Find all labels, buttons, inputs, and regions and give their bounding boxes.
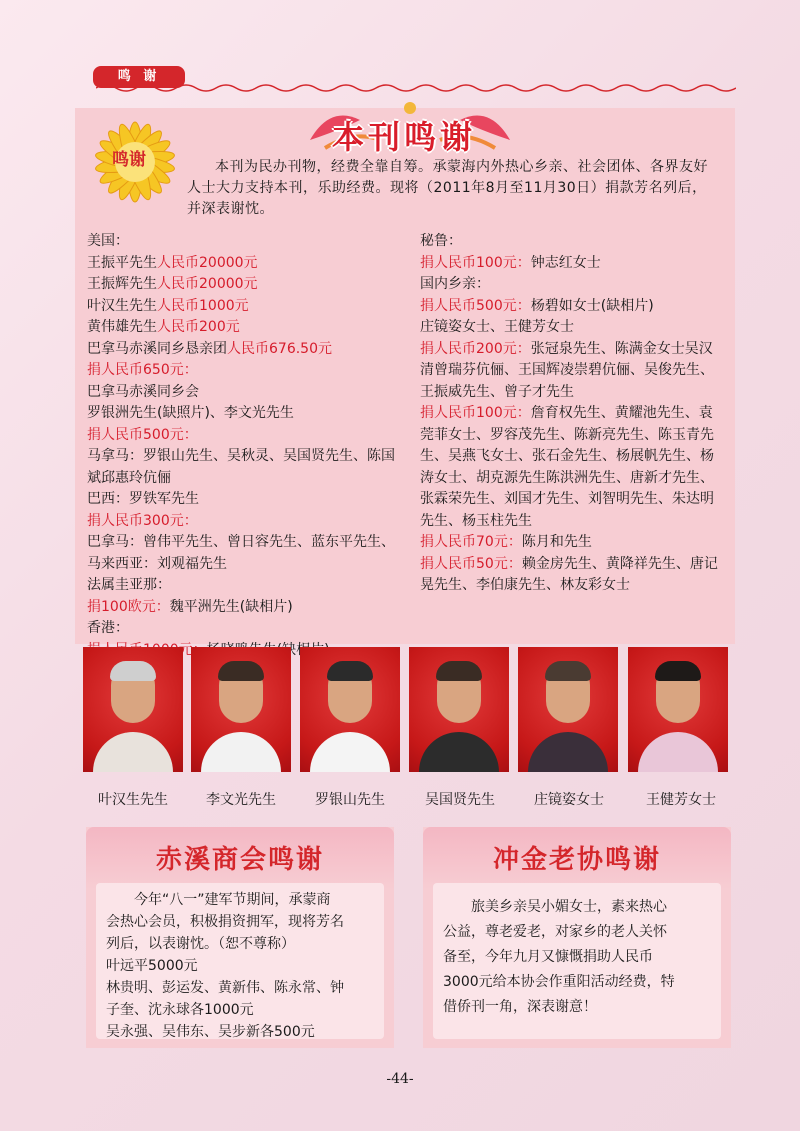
text-line: 会热心会员，积极捐资拥军，现将芳名	[106, 914, 344, 930]
text-line: 子奎、沈永球各1000元	[106, 1002, 254, 1018]
donor-entry	[87, 403, 402, 425]
text-line: 吴永强、吴伟东、吴步新各500元	[106, 1024, 315, 1040]
donor-entry	[87, 425, 402, 447]
chamber-thanks-box	[86, 827, 394, 1048]
donor-name: 美国：	[87, 233, 129, 249]
donor-name: 巴拿马赤溪同乡恳亲团	[87, 340, 227, 357]
donor-entry	[420, 403, 725, 532]
donor-entry	[87, 489, 402, 511]
text-line: 3000元给本协会作重阳活动经费，特	[443, 974, 675, 990]
donor-name: 赖金房先生、黄降祥先生、唐记晃先生、李伯康先生、林友彩女士	[420, 555, 718, 593]
donor-photo	[83, 647, 183, 772]
donor-name: 魏平洲先生(缺相片)	[169, 598, 293, 615]
donation-amount: 捐人民币50元：	[420, 555, 522, 572]
donation-amount: 捐人民币100元：	[420, 254, 531, 271]
donor-name: 杨碧如女士(缺相片)	[530, 297, 654, 314]
donor-photo	[300, 647, 400, 772]
text-line: 林贵明、彭运发、黄新伟、陈永常、钟	[106, 980, 344, 996]
donor-photo	[409, 647, 509, 772]
donor-name: 香港：	[87, 620, 129, 636]
donor-entry	[87, 382, 402, 404]
text-line: 备至，今年九月又慷慨捐助人民币	[443, 949, 653, 965]
donor-entry	[87, 317, 402, 339]
donor-list-right	[420, 231, 725, 597]
donor-entry	[87, 360, 402, 382]
photo-caption: 罗银山先生	[315, 792, 385, 808]
donor-photo-strip	[83, 647, 728, 772]
chamber-text	[106, 889, 378, 1043]
donor-name: 王振平先生	[87, 254, 157, 271]
donor-entry	[420, 339, 725, 404]
chamber-title: 赤溪商会鸣谢	[155, 845, 324, 875]
elders-thanks-box	[423, 827, 731, 1048]
donation-amount: 捐人民币300元：	[87, 512, 198, 529]
donor-entry	[87, 575, 402, 597]
page-title: 本刊鸣谢	[332, 118, 477, 156]
donor-entry	[87, 253, 402, 275]
donor-name: 王振辉先生	[87, 276, 157, 292]
donation-amount: 捐人民币100元：	[420, 405, 531, 421]
elders-text	[443, 895, 715, 1020]
donor-name: 秘鲁：	[420, 233, 462, 249]
donation-amount: 人民币20000元	[157, 254, 258, 271]
donor-name: 詹育权先生、黄耀池先生、袁莞菲女士、罗容茂先生、陈新亮先生、陈玉青先生、吴燕飞女士、张石金先生、杨展帆先生、杨涛女士、胡克源先生陈洪洲先生、唐新才先生、张霖荣先生、刘国才先生、刘智明先生、朱达明先生、杨玉柱先生	[420, 405, 714, 529]
photo-caption: 王健芳女士	[646, 792, 716, 808]
donor-name: 钟志红女士	[530, 254, 601, 271]
page-number: -44-	[386, 1071, 414, 1087]
decorative-wave-divider	[96, 82, 736, 94]
elders-title: 冲金老协鸣谢	[492, 845, 661, 875]
donation-amount: 捐人民币500元：	[87, 426, 198, 443]
text-line: 叶远平5000元	[106, 958, 198, 974]
donor-entry	[420, 296, 725, 318]
donation-amount: 捐人民币500元：	[420, 297, 531, 314]
donor-name: 巴拿马赤溪同乡会	[87, 383, 199, 400]
donor-name: 巴拿马：曾伟平先生、曾日容先生、蓝东平先生、马来西亚：刘观福先生	[87, 534, 395, 572]
donor-entry	[87, 597, 402, 619]
donation-amount: 捐人民币70元：	[420, 534, 522, 550]
donor-entry	[87, 618, 402, 640]
donor-entry	[87, 511, 402, 533]
donor-entry	[420, 253, 725, 275]
donor-name: 黄伟雄先生	[87, 319, 157, 335]
donation-amount: 捐100欧元：	[87, 598, 170, 615]
donor-name: 庄镜姿女士、王健芳女士	[420, 319, 574, 335]
donation-amount: 人民币1000元	[157, 297, 249, 314]
donor-name: 巴西：罗铁军先生	[87, 491, 199, 507]
donor-entry	[420, 532, 725, 554]
donor-entry	[87, 231, 402, 253]
photo-caption: 叶汉生先生	[98, 792, 168, 808]
donor-photo	[518, 647, 618, 772]
donation-amount: 捐人民币200元：	[420, 340, 531, 357]
donor-photo	[191, 647, 291, 772]
photo-caption: 李文光先生	[206, 792, 276, 808]
text-line: 列后，以表谢忱。（恕不尊称）	[106, 936, 295, 952]
donation-amount: 人民币676.50元	[227, 340, 332, 357]
text-line: 公益，尊老爱老，对家乡的老人关怀	[443, 924, 667, 940]
donor-entry	[420, 274, 725, 296]
donation-amount: 捐人民币650元：	[87, 362, 198, 378]
text-line: 借侨刊一角，深表谢意！	[443, 999, 597, 1015]
donor-entry	[87, 446, 402, 489]
photo-caption: 吴国贤先生	[425, 792, 495, 808]
donor-entry	[420, 231, 725, 253]
donation-amount: 人民币200元	[157, 319, 240, 335]
donor-list-left	[87, 231, 402, 661]
donor-name: 法属圭亚那：	[87, 577, 171, 593]
donor-entry	[87, 339, 402, 361]
section-tab: 鸣 谢	[93, 66, 185, 88]
donor-entry	[87, 532, 402, 575]
donation-amount: 人民币20000元	[157, 276, 258, 292]
text-line: 今年“八一”建军节期间，承蒙商	[134, 892, 331, 908]
donor-entry	[87, 274, 402, 296]
photo-caption: 庄镜姿女士	[534, 792, 604, 808]
donor-entry	[87, 296, 402, 318]
donor-photo	[628, 647, 728, 772]
text-line: 旅美乡亲吴小媚女士，素来热心	[471, 899, 667, 915]
donor-name: 国内乡亲：	[420, 276, 490, 292]
donor-entry	[420, 554, 725, 597]
donor-name: 张冠泉先生、陈满金女士吴汉清曾瑞芬伉俪、王国辉凌崇碧伉俪、吴俊先生、王振威先生、曾子才先生	[420, 340, 714, 400]
donor-entry	[420, 317, 725, 339]
flower-label: 鸣谢	[112, 150, 146, 170]
donor-name: 叶汉生先生	[87, 297, 157, 314]
donor-name: 罗银洲先生(缺照片)、李文光先生	[87, 405, 294, 421]
intro-paragraph: 本刊为民办刊物，经费全靠自筹。承蒙海内外热心乡亲、社会团体、各界友好人士大力支持本刊，乐助经费。现将（2011年8月至11月30日）捐款芳名列后，并深表谢忱。	[187, 159, 708, 217]
donor-name: 陈月和先生	[521, 534, 592, 550]
donor-name: 马拿马：罗银山先生、吴秋灵、吴国贤先生、陈国斌邱惠玲伉俪	[87, 448, 395, 486]
